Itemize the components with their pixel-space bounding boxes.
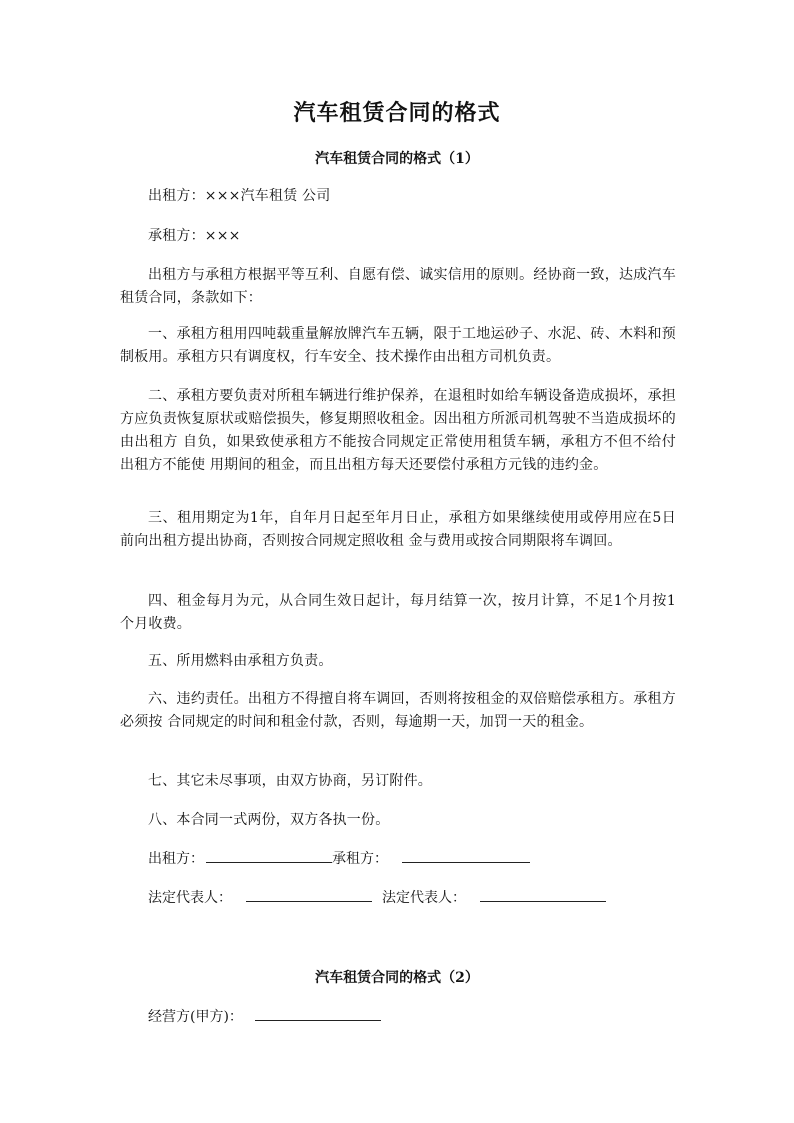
clause-4: 四、租金每月为元，从合同生效日起计，每月结算一次，按月计算，不足1个月按1 个月收费。	[120, 593, 676, 632]
sign-rep-label-2: 法定代表人：	[382, 890, 466, 906]
clause-1: 一、承租方租用四吨载重量解放牌汽车五辆，限于工地运砂子、水泥、砖、木料和预制板用。承租方只有调度权，行车安全、技术操作由出租方司机负责。	[120, 326, 676, 365]
clause-5: 五、所用燃料由承租方负责。	[148, 653, 333, 669]
clause-8: 八、本合同一式两份，双方各执一份。	[148, 812, 390, 828]
document-title: 汽车租赁合同的格式	[293, 100, 501, 126]
sign-rep-label-1: 法定代表人：	[148, 890, 232, 906]
intro-paragraph: 出租方与承租方根据平等互利、自愿有偿、诚实信用的原则。经协商一致，达成汽车租赁合同，条款如下：	[120, 267, 676, 306]
operator-line	[148, 1006, 704, 1029]
clause-2: 二、承租方要负责对所租车辆进行维护保养，在退租时如给车辆设备造成损坏，承担方应负责恢复原状或赔偿损失，修复期照收租金。因出租方所派司机驾驶不当造成损坏的由出租方 自负，如果致使承租方不能按合同规定正常使用租赁车辆，承租方不但不给付出租方不能使 用期间的租金，而且出租方每天还要偿付承租方元钱的违约金。	[120, 388, 676, 473]
operator-label: 经营方(甲方)：	[148, 1009, 243, 1025]
sign-lessor-label: 出租方：	[148, 851, 204, 867]
lessee-signature-blank[interactable]	[402, 848, 530, 863]
clause-6: 六、违约责任。出租方不得擅自将车调回，否则将按租金的双倍赔偿承租方。承租方必须按 合同规定的时间和租金付款，否则，每逾期一天，加罚一天的租金。	[120, 691, 676, 730]
clause-7: 七、其它未尽事项，由双方协商，另订附件。	[148, 773, 432, 789]
lessee-line: 承租方：×××	[148, 228, 241, 244]
signature-representatives-line	[148, 887, 704, 910]
rep-1-signature-blank[interactable]	[246, 887, 372, 902]
section-2-heading: 汽车租赁合同的格式（2）	[315, 970, 479, 986]
rep-2-signature-blank[interactable]	[480, 887, 606, 902]
lessor-signature-blank[interactable]	[206, 848, 332, 863]
clause-3: 三、租用期定为1年，自年月日起至年月日止，承租方如果继续使用或停用应在5日前向出租方提出协商，否则按合同规定照收租 金与费用或按合同期限将车调回。	[120, 510, 676, 549]
signature-parties-line	[148, 848, 704, 871]
section-1-heading: 汽车租赁合同的格式（1）	[315, 151, 479, 167]
operator-signature-blank[interactable]	[255, 1006, 381, 1021]
lessor-line: 出租方：×××汽车租赁 公司	[148, 188, 331, 204]
sign-lessee-label: 承租方：	[332, 851, 388, 867]
